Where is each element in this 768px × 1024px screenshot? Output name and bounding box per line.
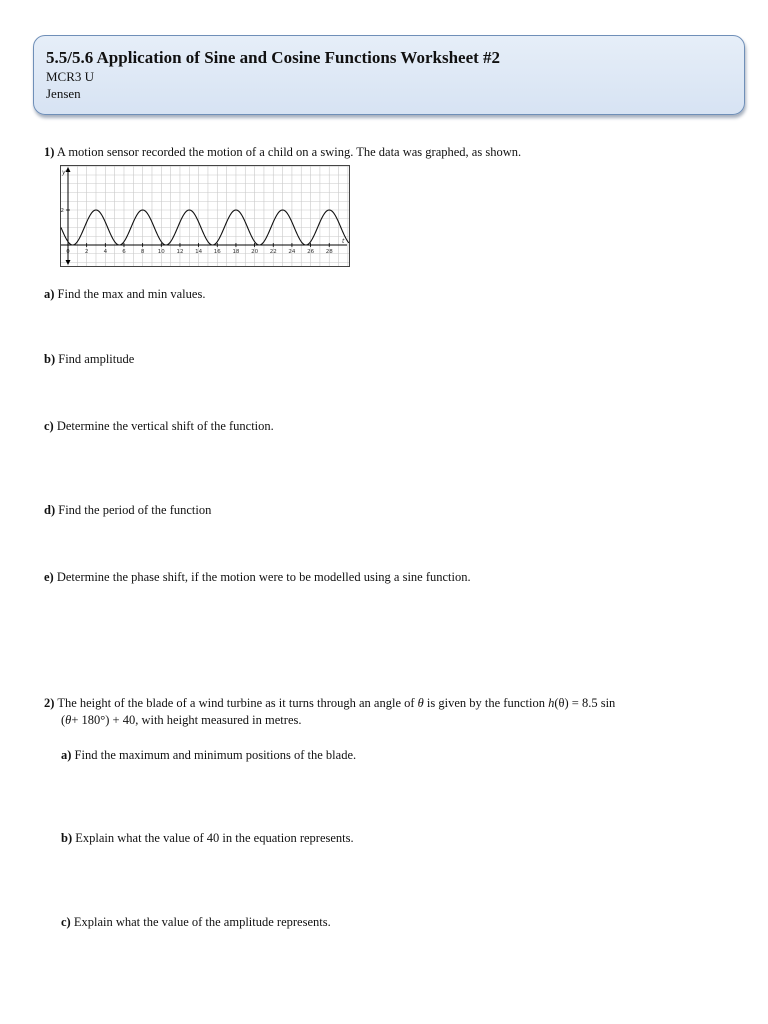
x-tick-label: 16 — [213, 249, 221, 255]
x-tick-label: 24 — [288, 249, 296, 255]
question-1e-label: e) — [44, 570, 54, 584]
question-1-text: A motion sensor recorded the motion of a child on a swing. The data was graphed, as shown. — [56, 145, 522, 159]
question-1c-label: c) — [44, 419, 54, 433]
theta-symbol: θ — [417, 696, 424, 710]
question-1c-text: Determine the vertical shift of the function. — [56, 419, 274, 433]
question-1c — [44, 418, 274, 435]
y-axis-label: y — [62, 169, 66, 176]
question-2-text-end: + 180°) + 40, with height measured in metres. — [71, 713, 302, 727]
theta-symbol-2: θ — [65, 713, 72, 727]
y-tick-label: 2 — [60, 208, 64, 214]
x-tick-label: 26 — [307, 249, 315, 255]
question-2c-text: Explain what the value of the amplitude represents. — [73, 915, 331, 929]
swing-motion-chart — [60, 165, 350, 267]
course-code: MCR3 U — [46, 69, 95, 84]
question-2a — [61, 747, 356, 764]
function-expression: (θ) = 8.5 sin — [554, 696, 616, 710]
question-2b-text: Explain what the value of 40 in the equation represents. — [75, 831, 354, 845]
question-2a-label: a) — [61, 748, 72, 762]
open-paren: ( — [61, 713, 66, 727]
x-tick-label: 6 — [122, 249, 126, 255]
question-1d-label: d) — [44, 503, 56, 517]
question-2-prompt-line-2 — [61, 712, 301, 729]
question-1e-text: Determine the phase shift, if the motion were to be modelled using a sine function. — [56, 570, 471, 584]
question-1b-label: b) — [44, 352, 56, 366]
x-tick-label: 18 — [232, 249, 240, 255]
worksheet-header — [33, 35, 745, 115]
question-1d-text: Find the period of the function — [58, 503, 212, 517]
question-2-text-middle: is given by the function — [426, 696, 549, 710]
function-name: h — [548, 696, 555, 710]
question-1a — [44, 286, 205, 303]
x-axis-label: t — [342, 238, 345, 245]
question-2-number: 2) — [44, 696, 55, 710]
question-2a-text: Find the maximum and minimum positions of the blade. — [74, 748, 357, 762]
x-tick-label: 8 — [140, 249, 145, 255]
question-2-prompt-line-1 — [44, 695, 615, 712]
question-2-text-start: The height of the blade of a wind turbine as it turns through an angle of — [57, 696, 418, 710]
question-2c-label: c) — [61, 915, 71, 929]
question-1b-text: Find amplitude — [58, 352, 135, 366]
worksheet-title: 5.5/5.6 Application of Sine and Cosine Functions Worksheet #2 — [46, 48, 501, 67]
question-1a-label: a) — [44, 287, 55, 301]
x-tick-label: 0 — [66, 249, 70, 255]
question-1d — [44, 502, 211, 519]
question-2c — [61, 914, 331, 931]
x-tick-label: 22 — [269, 249, 277, 255]
question-1b — [44, 351, 134, 368]
question-1a-text: Find the max and min values. — [57, 287, 206, 301]
x-tick-label: 20 — [251, 249, 259, 255]
question-2b — [61, 830, 354, 847]
question-1e — [44, 569, 471, 586]
teacher-name: Jensen — [46, 86, 81, 101]
x-tick-label: 2 — [84, 249, 89, 255]
question-2b-label: b) — [61, 831, 73, 845]
question-1-prompt — [44, 144, 521, 161]
swing-motion-graph — [60, 165, 350, 267]
question-1-number: 1) — [44, 145, 55, 159]
x-tick-label: 14 — [195, 249, 203, 255]
x-tick-label: 4 — [103, 249, 108, 255]
x-tick-label: 10 — [157, 249, 165, 255]
x-tick-label: 12 — [176, 249, 184, 255]
x-tick-label: 28 — [325, 249, 333, 255]
